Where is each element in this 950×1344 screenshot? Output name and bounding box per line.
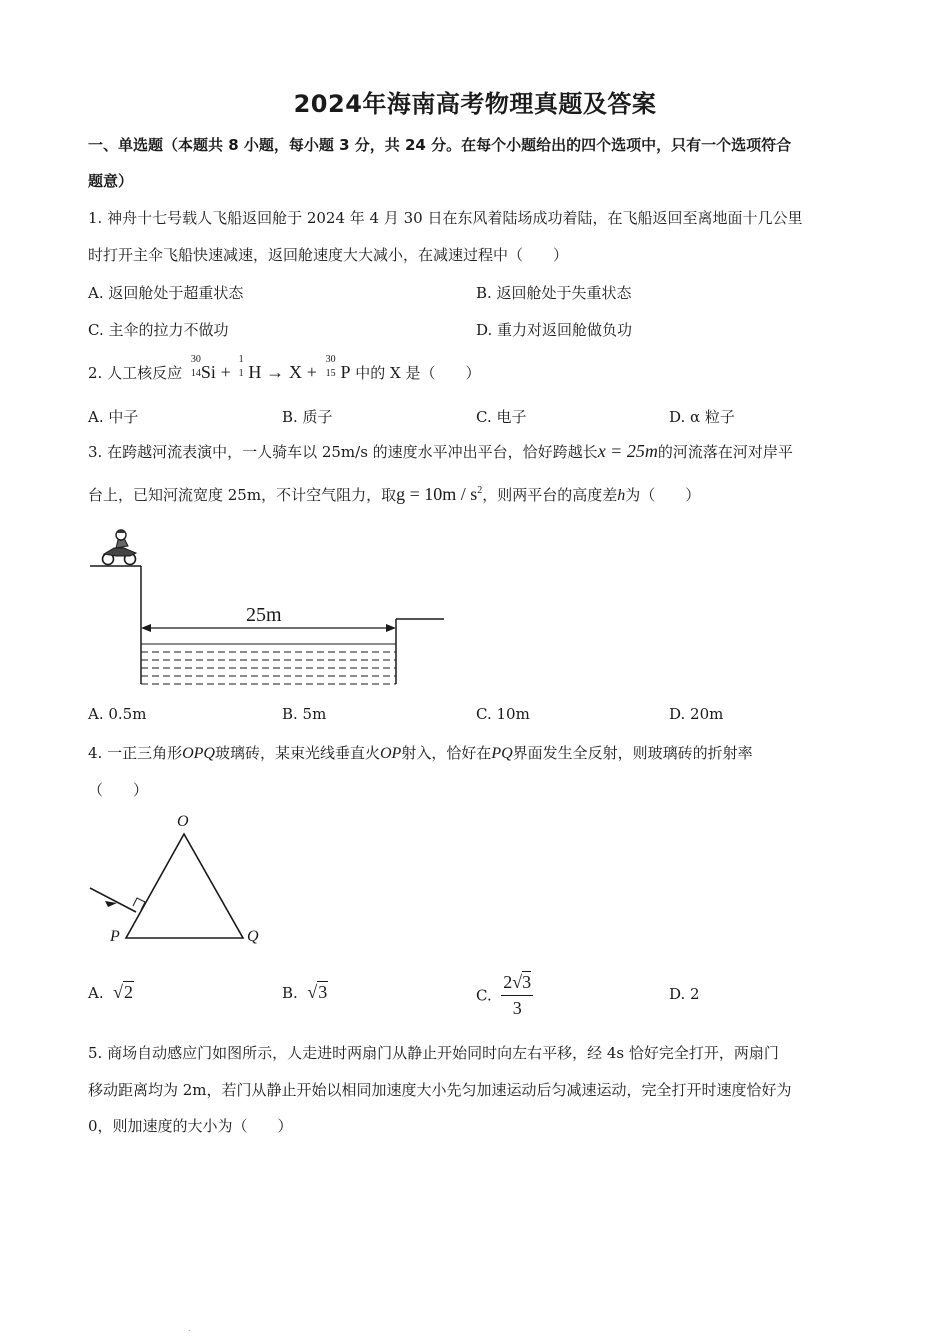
- q1-stem-line2: 时打开主伞飞船快速减速，返回舱速度大大减小，在减速过程中（ ）: [88, 246, 569, 264]
- q1-option-c: C. 主伞的拉力不做功: [88, 321, 229, 339]
- q4-stem-line2: （ ）: [88, 781, 149, 799]
- plus-sign: +: [220, 362, 231, 382]
- q1-option-d: D. 重力对返回舱做负功: [476, 321, 633, 339]
- q4-option-a: A. √2: [88, 982, 134, 1002]
- vertex-q-label: Q: [247, 928, 259, 945]
- q3-option-c: C. 10m: [476, 705, 530, 723]
- q2-prefix: 2. 人工核反应: [88, 364, 183, 382]
- footer-mark: .: [188, 1324, 191, 1333]
- q4-opq-label: OPQ: [182, 745, 215, 762]
- section-heading-line1: 一、单选题（本题共 8 小题，每小题 3 分，共 24 分。在每个小题给出的四个选项中，只有一个选项符合: [88, 136, 792, 154]
- q4-pq-label: PQ: [491, 745, 513, 762]
- q5-stem-line1: 5. 商场自动感应门如图所示，人走进时两扇门从静止开始同时向左右平移，经 4s 恰好完全打开，两扇门: [88, 1044, 779, 1062]
- q2-option-d: D. α 粒子: [669, 408, 735, 426]
- page-title: 2024年海南高考物理真题及答案: [293, 90, 657, 118]
- si-nuclide-numbers: 30 14: [190, 354, 201, 379]
- q3-x-equation: x = 25m: [597, 441, 658, 461]
- h-nuclide-numbers: 1 1: [238, 354, 244, 379]
- q2-option-c: C. 电子: [476, 408, 527, 426]
- h-symbol: H: [248, 362, 262, 382]
- q5-stem-line2: 移动距离均为 2m，若门从静止开始以相同加速度大小先匀加速运动后匀减速运动，完全打开时速度恰好为: [88, 1081, 792, 1099]
- q3-option-a: A. 0.5m: [88, 705, 147, 723]
- sqrt-2: √2: [113, 982, 134, 1002]
- q4-option-c: C. $\frac{2√3}{3}$: [476, 972, 532, 1018]
- q3-figure-width-label: 25m: [246, 604, 282, 626]
- q2-suffix: 中的 X 是（ ）: [355, 364, 481, 382]
- q4-option-b: B. √3: [282, 982, 328, 1002]
- q4-stem-line1: 4. 一正三角形OPQ玻璃砖，某束光线垂直火OP射入，恰好在PQ界面发生全反射，则玻璃砖的折射率: [88, 744, 753, 762]
- q1-stem-line1: 1. 神舟十七号载人飞船返回舱于 2024 年 4 月 30 日在东风着陆场成功着陆，在飞船返回至离地面十几公里: [88, 209, 803, 227]
- vertex-p-label: P: [110, 928, 120, 945]
- q4-option-d: D. 2: [669, 985, 700, 1003]
- q3-h-variable: h: [617, 487, 626, 504]
- q5-stem-line3: 0，则加速度的大小为（ ）: [88, 1117, 293, 1135]
- q3-stem-line1: 3. 在跨越河流表演中，一人骑车以 25m/s 的速度水平冲出平台，恰好跨越长x = 25m的河流落在河对岸平: [88, 441, 793, 461]
- two-sqrt3-over-3: $\frac{2√3}{3}$: [503, 972, 532, 1018]
- q4-op-label: OP: [380, 745, 402, 762]
- plus-sign-2: +: [306, 362, 317, 382]
- q1-option-a: A. 返回舱处于超重状态: [88, 284, 244, 302]
- p-symbol: P: [340, 362, 351, 382]
- q1-option-b: B. 返回舱处于失重状态: [476, 284, 632, 302]
- section-heading-line2: 题意）: [88, 172, 134, 190]
- vertex-o-label: O: [177, 813, 189, 830]
- arrow-symbol: →: [266, 362, 285, 382]
- q3-g-equation: $g = 10m / s^2$: [396, 484, 483, 504]
- x-symbol: X: [288, 362, 302, 382]
- sqrt-3: √3: [307, 982, 328, 1002]
- q2-option-a: A. 中子: [88, 408, 139, 426]
- q2-option-b: B. 质子: [282, 408, 333, 426]
- p-nuclide-numbers: 30 15: [325, 354, 336, 379]
- si-symbol: Si: [200, 362, 216, 382]
- q3-option-b: B. 5m: [282, 705, 327, 723]
- q3-option-d: D. 20m: [669, 705, 724, 723]
- q3-stem-line2: 台上，已知河流宽度 25m，不计空气阻力，取$g = 10m / s^2$，则两平台的高度差h为（ ）: [88, 484, 701, 504]
